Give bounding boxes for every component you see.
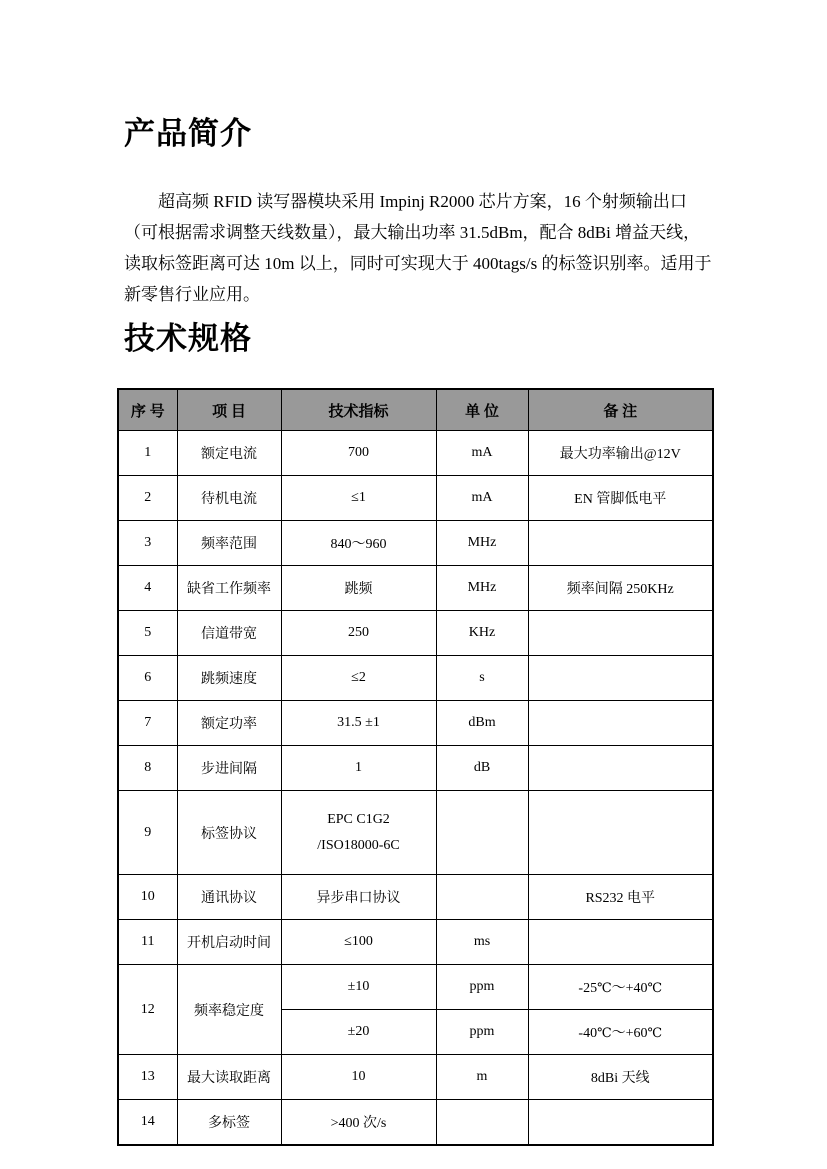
cell-no: 3 (118, 521, 177, 566)
cell-item: 待机电流 (177, 476, 281, 521)
cell-unit: ms (436, 920, 528, 965)
cell-remark: -40℃～+60℃ (528, 1010, 713, 1055)
cell-unit: ppm (436, 965, 528, 1010)
cell-indicator: 跳频 (281, 566, 436, 611)
table-row (118, 521, 713, 566)
cell-remark: 8dBi 天线 (528, 1055, 713, 1100)
cell-indicator: 31.5 ±1 (281, 701, 436, 746)
cell-remark: 频率间隔 250KHz (528, 566, 713, 611)
cell-no: 5 (118, 611, 177, 656)
table-row (118, 746, 713, 791)
cell-unit (436, 791, 528, 875)
table-row (118, 875, 713, 920)
cell-unit: KHz (436, 611, 528, 656)
cell-item: 跳频速度 (177, 656, 281, 701)
table-header-row (118, 389, 713, 431)
cell-item: 最大读取距离 (177, 1055, 281, 1100)
intro-line-1: 超高频 RFID 读写器模块采用 Impinj R2000 芯片方案，16 个射频输出口 (158, 192, 687, 211)
cell-indicator: >400 次/s (281, 1100, 436, 1146)
cell-unit: dB (436, 746, 528, 791)
intro-line-3: 读取标签距离可达 10m 以上，同时可实现大于 400tags/s 的标签识别率。适用于 (124, 254, 712, 273)
cell-no: 8 (118, 746, 177, 791)
table-row (118, 1100, 713, 1146)
cell-no: 10 (118, 875, 177, 920)
spec-table-body (118, 431, 713, 1146)
cell-remark (528, 521, 713, 566)
cell-unit: ppm (436, 1010, 528, 1055)
indicator-line: /ISO18000-6C (317, 837, 400, 853)
cell-unit: MHz (436, 521, 528, 566)
table-row (118, 920, 713, 965)
col-header-remark: 备 注 (528, 389, 713, 431)
section-title-tech-specs: 技术规格 (124, 321, 252, 356)
section-title-product-intro: 产品简介 (124, 116, 252, 151)
cell-unit: mA (436, 431, 528, 476)
cell-remark: EN 管脚低电平 (528, 476, 713, 521)
table-row (118, 566, 713, 611)
table-row (118, 965, 713, 1010)
cell-no: 4 (118, 566, 177, 611)
cell-no: 12 (118, 965, 177, 1055)
cell-indicator: ≤100 (281, 920, 436, 965)
cell-no: 9 (118, 791, 177, 875)
table-row (118, 701, 713, 746)
cell-no: 11 (118, 920, 177, 965)
degree-celsius-symbol: ℃ (647, 980, 663, 995)
cell-unit: dBm (436, 701, 528, 746)
cell-indicator: 10 (281, 1055, 436, 1100)
cell-item: 标签协议 (177, 791, 281, 875)
degree-celsius-symbol: ℃ (597, 1025, 612, 1040)
table-row (118, 656, 713, 701)
cell-unit: mA (436, 476, 528, 521)
intro-paragraph (124, 186, 712, 310)
cell-item: 频率稳定度 (177, 965, 281, 1055)
cell-no: 13 (118, 1055, 177, 1100)
table-row (118, 611, 713, 656)
degree-celsius-symbol: ℃ (597, 980, 612, 995)
degree-celsius-symbol: ℃ (647, 1025, 663, 1040)
cell-remark (528, 611, 713, 656)
cell-remark (528, 1100, 713, 1146)
cell-remark (528, 656, 713, 701)
cell-indicator: ≤1 (281, 476, 436, 521)
cell-remark (528, 701, 713, 746)
cell-indicator: 700 (281, 431, 436, 476)
intro-line-2: （可根据需求调整天线数量），最大输出功率 31.5dBm，配合 8dBi 增益天线， (124, 223, 701, 242)
cell-remark (528, 746, 713, 791)
col-header-unit: 单 位 (436, 389, 528, 431)
cell-indicator: 250 (281, 611, 436, 656)
indicator-line: EPC C1G2 (327, 812, 390, 827)
cell-indicator: ±10 (281, 965, 436, 1010)
cell-item: 频率范围 (177, 521, 281, 566)
cell-indicator (281, 791, 436, 875)
cell-no: 6 (118, 656, 177, 701)
cell-remark: 最大功率输出@12V (528, 431, 713, 476)
cell-remark (528, 920, 713, 965)
cell-unit (436, 875, 528, 920)
cell-indicator: ≤2 (281, 656, 436, 701)
intro-line-4: 新零售行业应用。 (124, 285, 260, 304)
cell-item: 多标签 (177, 1100, 281, 1146)
cell-item: 额定功率 (177, 701, 281, 746)
cell-remark: -25℃～+40℃ (528, 965, 713, 1010)
spec-table (117, 388, 714, 1146)
cell-unit: m (436, 1055, 528, 1100)
col-header-no: 序 号 (118, 389, 177, 431)
cell-unit: s (436, 656, 528, 701)
cell-item: 信道带宽 (177, 611, 281, 656)
cell-no: 2 (118, 476, 177, 521)
col-header-item: 项 目 (177, 389, 281, 431)
cell-item: 缺省工作频率 (177, 566, 281, 611)
cell-item: 开机启动时间 (177, 920, 281, 965)
cell-remark: RS232 电平 (528, 875, 713, 920)
table-row (118, 791, 713, 875)
cell-indicator: ±20 (281, 1010, 436, 1055)
cell-no: 7 (118, 701, 177, 746)
cell-unit: MHz (436, 566, 528, 611)
cell-no: 1 (118, 431, 177, 476)
cell-no: 14 (118, 1100, 177, 1146)
cell-item: 步进间隔 (177, 746, 281, 791)
cell-unit (436, 1100, 528, 1146)
cell-item: 额定电流 (177, 431, 281, 476)
col-header-indicator: 技术指标 (281, 389, 436, 431)
cell-indicator: 异步串口协议 (281, 875, 436, 920)
cell-item: 通讯协议 (177, 875, 281, 920)
cell-indicator: 1 (281, 746, 436, 791)
table-row (118, 431, 713, 476)
table-row (118, 476, 713, 521)
cell-indicator: 840～960 (281, 521, 436, 566)
cell-remark (528, 791, 713, 875)
table-row (118, 1055, 713, 1100)
